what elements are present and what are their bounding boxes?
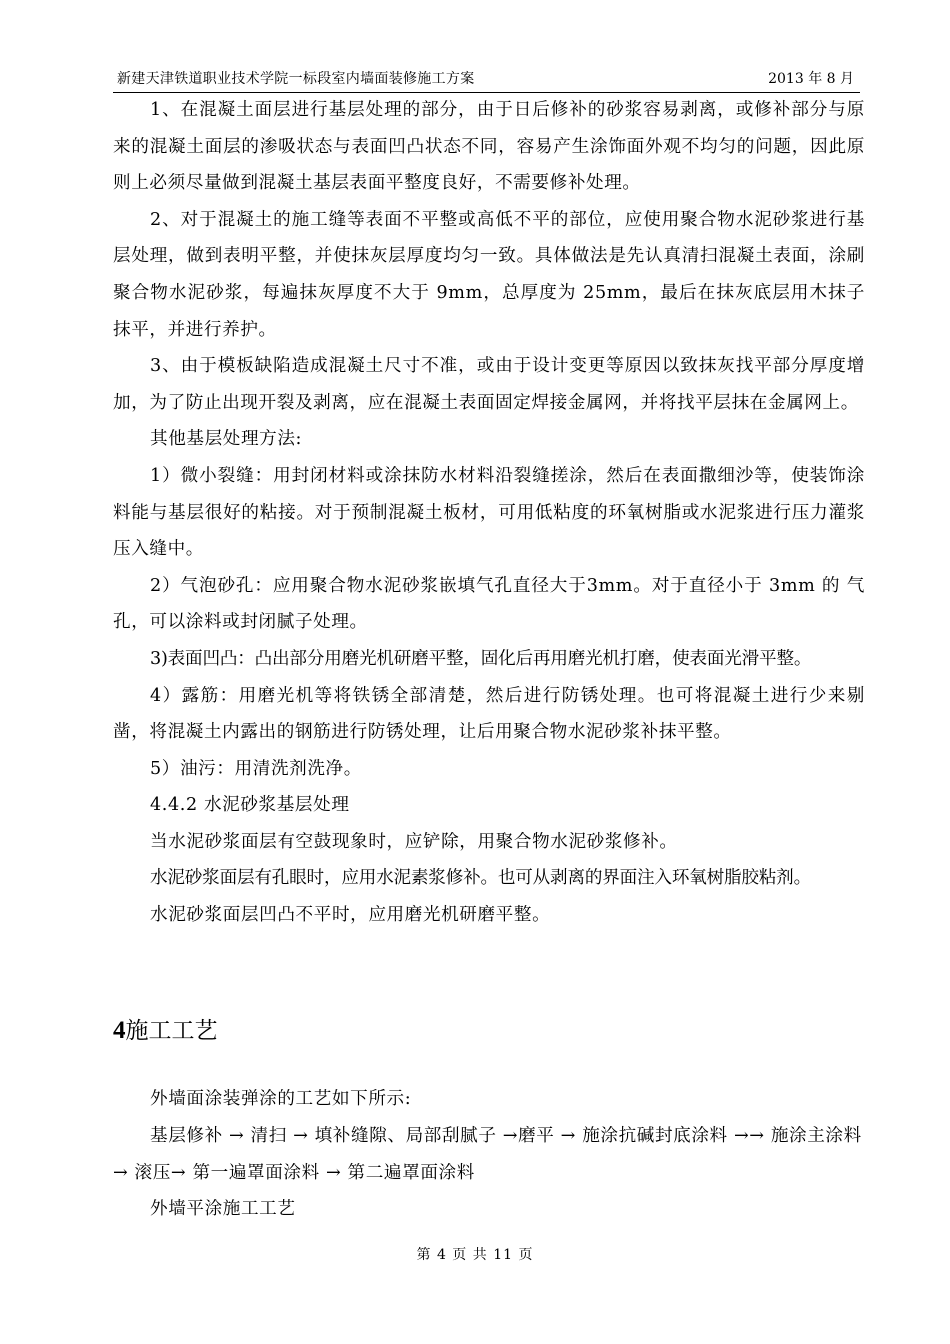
paragraph-hollowing: 当水泥砂浆面层有空鼓现象时，应铲除，用聚合物水泥砂浆修补。 (150, 831, 678, 852)
paragraph-concrete-2: 2、对于混凝土的施工缝等表面不平整或高低不平的部位，应使用聚合物水泥砂浆进行基层处理，做到表明平整，并使抹灰层厚度均匀一致。具体做法是先认真清扫混凝土表面，涂刷聚合物水泥砂浆，每遍抹灰厚度不大于 9mm，总厚度为 25mm，最后在抹灰底层用木抹子抹平，并进行养护。 (113, 209, 865, 340)
body-text (113, 92, 865, 934)
process-steps: 基层修补 → 清扫 → 填补缝隙、局部刮腻子 →磨平 → 施涂抗碱封底涂料 →→ 施涂主涂料 → 滚压→ 第一遍罩面涂料 → 第二遍罩面涂料 (113, 1125, 862, 1183)
paragraph-air-holes: 2）气泡砂孔：应用聚合物水泥砂浆嵌填气孔直径大于3mm。对于直径小于 3mm 的 气孔，可以涂料或封闭腻子处理。 (113, 575, 865, 633)
process-intro: 外墙面涂装弹涂的工艺如下所示: (150, 1089, 412, 1109)
paragraph-oil-stains: 5）油污：用清洗剂洗净。 (150, 758, 362, 779)
paragraph-micro-cracks: 1）微小裂缝：用封闭材料或涂抹防水材料沿裂缝搓涂，然后在表面撒细沙等，使装饰涂料能与基层很好的粘接。对于预制混凝土板材，可用低粘度的环氧树脂或水泥浆进行压力灌浆压入缝中。 (113, 465, 865, 560)
paragraph-pinholes: 水泥砂浆面层有孔眼时，应用水泥素浆修补。也可从剥离的界面注入环氧树脂胶粘剂。 (150, 868, 811, 889)
paragraph-concrete-1: 1、在混凝土面层进行基层处理的部分，由于日后修补的砂浆容易剥离，或修补部分与原来的混凝土面层的渗吸状态与表面凹凸状态不同，容易产生涂饰面外观不均匀的问题，因此原则上必须尽量做到混凝土基层表面平整度良好，不需要修补处理。 (113, 100, 865, 194)
section-number: 4 (113, 1017, 126, 1044)
paragraph-concrete-3: 3、由于模板缺陷造成混凝土尺寸不准，或由于设计变更等原因以致抹灰找平部分厚度增加，为了防止出现开裂及剥离，应在混凝土表面固定焊接金属网，并将找平层抹在金属网上。 (113, 356, 865, 413)
process-text (113, 1081, 865, 1228)
paragraph-other-methods: 其他基层处理方法: (150, 429, 303, 450)
paragraph-uneven-mortar: 水泥砂浆面层凹凸不平时，应用磨光机研磨平整。 (150, 905, 551, 926)
section-heading (113, 1011, 218, 1051)
section-title: 施工工艺 (125, 1018, 218, 1044)
paragraph-surface-unevenness: 3)表面凹凸：凸出部分用磨光机研磨平整，固化后再用磨光机打磨，使表面光滑平整。 (150, 648, 812, 669)
subsection-heading: 4.4.2 水泥砂浆基层处理 (150, 795, 350, 816)
paragraph-exposed-rebar: 4）露筋：用磨光机等将铁锈全部清楚，然后进行防锈处理。也可将混凝土进行少来剔凿，将混凝土内露出的钢筋进行防锈处理，让后用聚合物水泥砂浆补抹平整。 (113, 685, 865, 743)
document-title: 新建天津铁道职业技术学院一标段室内墙面装修施工方案 (117, 71, 475, 87)
page-footer (0, 1244, 950, 1264)
process-subheading: 外墙平涂施工工艺 (150, 1199, 296, 1220)
page-header (113, 66, 860, 93)
document-date: 2013 年 8 月 (768, 71, 854, 87)
page-number: 第 4 页 共 11 页 (416, 1247, 534, 1263)
